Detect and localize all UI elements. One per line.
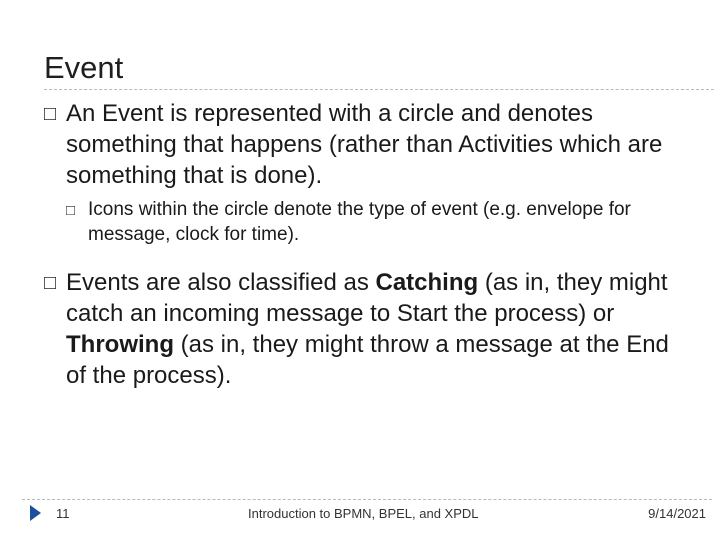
catching-term: Catching	[375, 269, 479, 296]
slide-body	[44, 98, 684, 391]
title-divider	[44, 89, 714, 90]
bullet-catching-throwing	[44, 267, 684, 391]
footer-divider	[22, 499, 712, 500]
triangle-marker-icon	[30, 505, 41, 521]
square-bullet-icon: □	[66, 202, 76, 219]
sub-bullet-icons	[44, 197, 684, 247]
square-bullet-icon: □	[44, 272, 57, 294]
sub-bullet-text: Icons within the circle denote the type of event (e.g. envelope for message, clock for time).	[88, 199, 631, 245]
footer-date: 9/14/2021	[648, 506, 706, 521]
slide-title: Event	[44, 50, 124, 85]
page-number: 11	[56, 506, 70, 521]
throwing-term: Throwing	[66, 331, 174, 358]
bullet-event-definition	[44, 98, 684, 191]
bullet-text-part1: Events are also classified as	[66, 269, 376, 296]
bullet-text-part2: (as in, they might catch an incoming message to Start the process) or	[66, 269, 668, 327]
bullet-text: An Event is represented with a circle and denotes something that happens (rather than Activities which are something that is done).	[66, 100, 663, 189]
bullet-text-part3: (as in, they might throw a message at the End of the process).	[66, 331, 669, 389]
footer-title: Introduction to BPMN, BPEL, and XPDL	[248, 506, 479, 521]
square-bullet-icon: □	[44, 103, 57, 125]
